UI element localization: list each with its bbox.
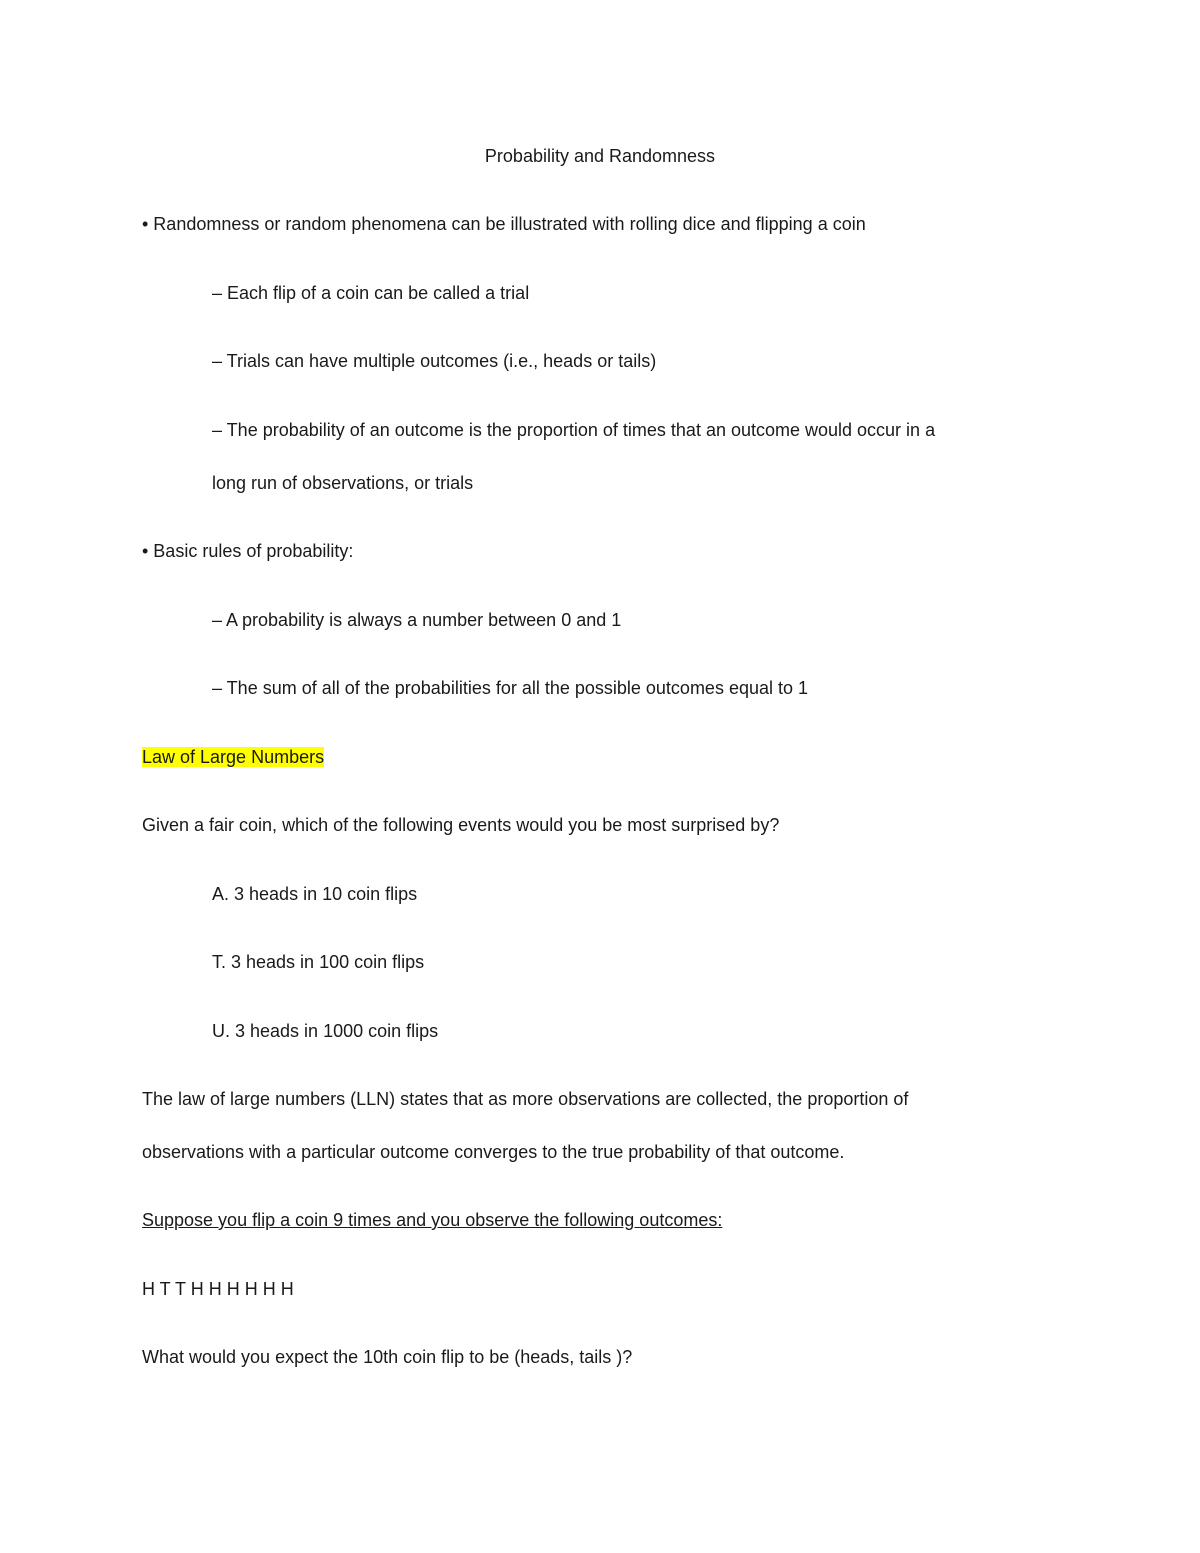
sub-bullet-rule-sum: – The sum of all of the probabilities for all the possible outcomes equal to 1 xyxy=(212,678,809,698)
coin-outcomes: H T T H H H H H H xyxy=(142,1279,294,1299)
sub-bullet-trial: – Each flip of a coin can be called a trial xyxy=(212,283,530,303)
lln-definition-line1: The law of large numbers (LLN) states that as more observations are collected, the proportion of xyxy=(142,1089,909,1109)
sub-bullet-continuation: long run of observations, or trials xyxy=(212,473,474,493)
expect-question: What would you expect the 10th coin flip to be (heads, tails )? xyxy=(142,1347,633,1367)
bullet-basic-rules: • Basic rules of probability: xyxy=(142,541,354,561)
lln-question: Given a fair coin, which of the following events would you be most surprised by? xyxy=(142,815,780,835)
option-a: A. 3 heads in 10 coin flips xyxy=(212,884,418,904)
lln-heading xyxy=(142,745,324,769)
sub-bullet-rule-range: – A probability is always a number between 0 and 1 xyxy=(212,610,622,630)
lln-heading-text: Law of Large Numbers xyxy=(142,747,325,767)
suppose-statement xyxy=(142,1208,722,1232)
sub-bullet-outcomes: – Trials can have multiple outcomes (i.e., heads or tails) xyxy=(212,351,657,371)
suppose-statement-text: Suppose you flip a coin 9 times and you observe the following outcomes: xyxy=(142,1210,723,1230)
page-title: Probability and Randomness xyxy=(484,146,716,166)
lln-definition-line2: observations with a particular outcome converges to the true probability of that outcome. xyxy=(142,1142,845,1162)
option-u: U. 3 heads in 1000 coin flips xyxy=(212,1021,439,1041)
option-t: T. 3 heads in 100 coin flips xyxy=(212,952,425,972)
bullet-randomness: • Randomness or random phenomena can be illustrated with rolling dice and flipping a coin xyxy=(142,214,866,234)
sub-bullet-probability-definition: – The probability of an outcome is the proportion of times that an outcome would occur in a xyxy=(212,420,936,440)
